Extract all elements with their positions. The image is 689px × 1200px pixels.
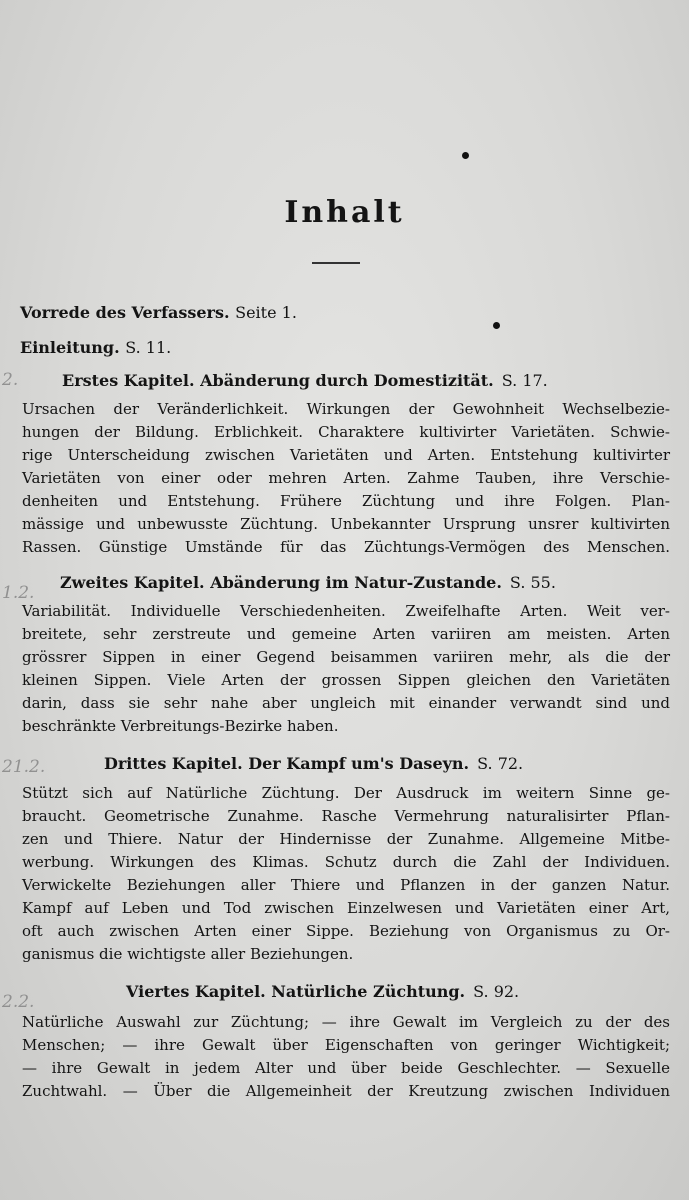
chapter-summary-line: Natürliche Auswahl zur Züchtung; — ihre Gewalt im Vergleich zu der des	[22, 1013, 670, 1031]
chapter-summary-line: Zuchtwahl. — Über die Allgemeinheit der Kreutzung zwischen Individuen	[22, 1082, 670, 1100]
chapter-summary-line: oft auch zwischen Arten einer Sippe. Beziehung von Organismus zu Or-	[22, 922, 670, 940]
chapter-summary-line: breitete, sehr zerstreute und gemeine Arten variiren am meisten. Arten	[22, 625, 670, 643]
chapter-summary-line: Rassen. Günstige Umstände für das Züchtungs-Vermögen des Menschen.	[22, 538, 670, 556]
chapter-title: Erstes Kapitel. Abänderung durch Domestizität.	[62, 371, 494, 390]
chapter-summary-line: zen und Thiere. Natur der Hindernisse der Zunahme. Allgemeine Mitbe-	[22, 830, 670, 848]
chapter-heading	[126, 982, 519, 1001]
chapter-summary-line: rige Unterscheidung zwischen Varietäten und Arten. Entstehung kultivirter	[22, 446, 670, 464]
toc-entry-introduction	[20, 338, 171, 357]
chapter-heading	[60, 573, 556, 592]
chapter-page: S. 72.	[477, 754, 524, 773]
margin-note: 2.	[2, 370, 19, 390]
margin-note: 2.2.	[2, 992, 35, 1012]
chapter-page: S. 17.	[501, 371, 548, 390]
chapter-summary-line: denheiten und Entstehung. Frühere Züchtung und ihre Folgen. Plan-	[22, 492, 670, 510]
chapter-summary-line: Stützt sich auf Natürliche Züchtung. Der Ausdruck im weitern Sinne ge-	[22, 784, 670, 802]
ink-speck	[493, 322, 500, 329]
chapter-title: Viertes Kapitel. Natürliche Züchtung.	[126, 982, 466, 1001]
toc-entry-preface	[20, 303, 297, 322]
chapter-title: Drittes Kapitel. Der Kampf um's Daseyn.	[104, 754, 470, 773]
chapter-summary-line: Variabilität. Individuelle Verschiedenheiten. Zweifelhafte Arten. Weit ver-	[22, 602, 670, 620]
toc-entry-label: Einleitung.	[20, 338, 120, 357]
chapter-summary-line: ganismus die wichtigste aller Beziehungen.	[22, 945, 354, 963]
chapter-summary-line: — ihre Gewalt in jedem Alter und über beide Geschlechter. — Sexuelle	[22, 1059, 670, 1077]
chapter-summary-line: braucht. Geometrische Zunahme. Rasche Vermehrung naturalisirter Pflan-	[22, 807, 670, 825]
chapter-page: S. 92.	[473, 982, 520, 1001]
toc-entry-label: Vorrede des Verfassers.	[20, 303, 230, 322]
chapter-summary-line: grössrer Sippen in einer Gegend beisammen variiren mehr, als die der	[22, 648, 670, 666]
chapter-summary-line: Menschen; — ihre Gewalt über Eigenschaften von geringer Wichtigkeit;	[22, 1036, 670, 1054]
chapter-summary-line: mässige und unbewusste Züchtung. Unbekannter Ursprung unsrer kultivirten	[22, 515, 670, 533]
chapter-summary-line: darin, dass sie sehr nahe aber ungleich mit einander verwandt sind und	[22, 694, 670, 712]
chapter-summary-line: Verwickelte Beziehungen aller Thiere und Pflanzen in der ganzen Natur.	[22, 876, 670, 894]
chapter-summary-line: werbung. Wirkungen des Klimas. Schutz durch die Zahl der Individuen.	[22, 853, 670, 871]
chapter-summary-line: Kampf auf Leben und Tod zwischen Einzelwesen und Varietäten einer Art,	[22, 899, 670, 917]
chapter-title: Zweites Kapitel. Abänderung im Natur-Zustande.	[60, 573, 502, 592]
chapter-summary-line: Ursachen der Veränderlichkeit. Wirkungen der Gewohnheit Wechselbezie-	[22, 400, 670, 418]
ink-speck	[462, 152, 469, 159]
title-divider	[312, 262, 360, 264]
page-title: Inhalt	[284, 195, 405, 230]
chapter-summary-line: Varietäten von einer oder mehren Arten. Zahme Tauben, ihre Verschie-	[22, 469, 670, 487]
chapter-heading	[62, 371, 548, 390]
chapter-summary-line: hungen der Bildung. Erblichkeit. Charaktere kultivirter Varietäten. Schwie-	[22, 423, 670, 441]
chapter-summary-line: kleinen Sippen. Viele Arten der grossen Sippen gleichen den Varietäten	[22, 671, 670, 689]
chapter-summary-line: beschränkte Verbreitungs-Bezirke haben.	[22, 717, 339, 735]
chapter-page: S. 55.	[509, 573, 556, 592]
margin-note: 21.2.	[2, 757, 46, 777]
margin-note: 1.2.	[2, 583, 35, 603]
chapter-heading	[104, 754, 523, 773]
toc-entry-page: S. 11.	[125, 338, 172, 357]
toc-entry-page: Seite 1.	[235, 303, 297, 322]
